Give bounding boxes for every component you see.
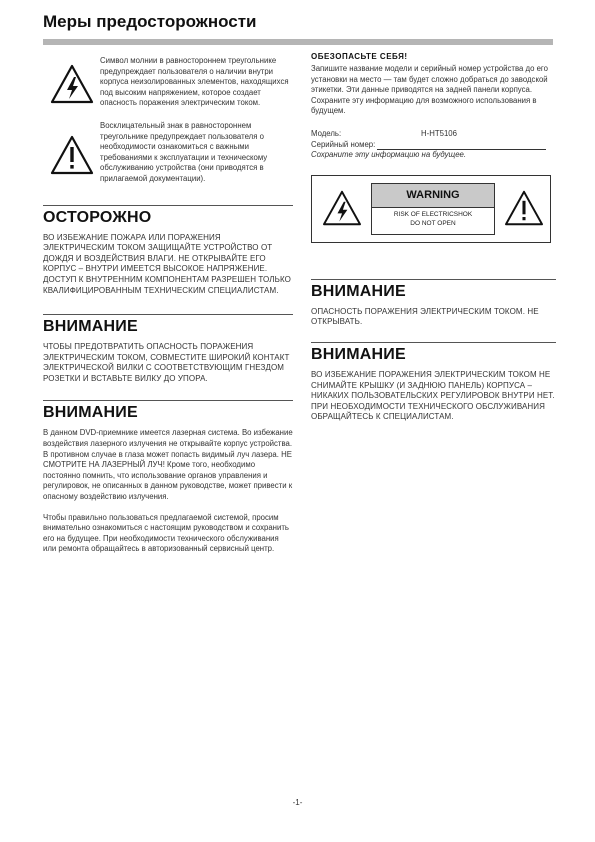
serial-line — [311, 140, 556, 151]
warning-label-inner — [371, 183, 495, 235]
model-line — [311, 129, 556, 140]
lightning-symbol-text: Символ молнии в равностороннем треугольнике предупреждает пользователя о наличии внутри корпуса неизолированных элементов, находящихся под высоким напряжением, которое создает опасность поражения электрическим током. — [100, 56, 289, 108]
protect-heading: ОБЕЗОПАСЬТЕ СЕБЯ! — [311, 52, 408, 61]
attention-section-4 — [311, 342, 556, 423]
protect-section — [311, 52, 556, 161]
caution-section — [43, 205, 293, 297]
warning-label-line1: RISK OF ELECTRICSHOK — [393, 210, 473, 218]
title-bar — [43, 39, 553, 45]
attention-section-2 — [43, 400, 293, 555]
serial-label: Серийный номер: — [311, 139, 376, 149]
attention-text-1: ЧТОБЫ ПРЕДОТВРАТИТЬ ОПАСНОСТЬ ПОРАЖЕНИЯ ЭЛЕКТРИЧЕСКИМ ТОКОМ, СОВМЕСТИТЕ ШИРОКИЙ КОНТАКТ ЭЛЕКТРИЧЕСКОЙ ВИЛКИ С СООТВЕТСТВУЮЩИМ ГНЕЗДОМ РОЗЕТКИ И ВСТАВЬТЕ ВИЛКУ ДО УПОРА. — [43, 342, 290, 383]
attention-text-4: ВО ИЗБЕЖАНИЕ ПОРАЖЕНИЯ ЭЛЕКТРИЧЕСКИМ ТОКОМ НЕ СНИМАЙТЕ КРЫШКУ (И ЗАДНЮЮ ПАНЕЛЬ) КОРПУСА – НИКАКИХ ПОЛЬЗОВАТЕЛЬСКИХ РЕГУЛИРОВОК ВНУТРИ НЕТ. ПРИ НЕОБХОДИМОСТИ ТЕХНИЧЕСКОГО ОБСЛУЖИВАНИЯ ОБРАЩАЙТЕСЬ К СПЕЦИАЛИСТАМ. — [311, 369, 555, 422]
exclamation-symbol-text: Восклицательный знак в равностороннем треугольнике предупреждает пользователя о необходимости ознакомиться с важными требованиями к эксплуатации и техническому обслуживанию устройства (они приводятся в прилагаемой документации). — [100, 120, 268, 183]
attention-heading-2: ВНИМАНИЕ — [43, 400, 293, 422]
caution-text: ВО ИЗБЕЖАНИЕ ПОЖАРА ИЛИ ПОРАЖЕНИЯ ЭЛЕКТРИЧЕСКИМ ТОКОМ ЗАЩИЩАЙТЕ УСТРОЙСТВО ОТ ДОЖДЯ И ВОЗДЕЙСТВИЯ ВЛАГИ. НЕ ОТКРЫВАЙТЕ ЕГО КОРПУС – ВНУТРИ ИМЕЕТСЯ ВЫСОКОЕ НАПРЯЖЕНИЕ. ДОСТУП К ВНУТРЕННИМ КОМПОНЕНТАМ РАЗРЕШЕН ТОЛЬКО КВАЛИФИЦИРОВАННЫМ ТЕХНИЧЕСКИМ СПЕЦИАЛИСТАМ. — [43, 232, 291, 295]
warning-label-line2: DO NOT OPEN — [410, 219, 456, 227]
protect-text: Запишите название модели и серийный номер устройства до его установки на место — там будет сложно добраться до заводской этикетки. Эти данные приводятся на задней панели корпуса. Сохраните эту информацию для возможного использования в будущем. — [311, 64, 548, 116]
left-column — [43, 52, 293, 555]
attention-heading-4: ВНИМАНИЕ — [311, 342, 556, 364]
attention-section-3 — [311, 279, 556, 328]
caution-heading: ОСТОРОЖНО — [43, 205, 293, 227]
attention-text-3: ОПАСНОСТЬ ПОРАЖЕНИЯ ЭЛЕКТРИЧЕСКИМ ТОКОМ. НЕ ОТКРЫВАТЬ. — [311, 306, 539, 327]
model-label: Модель: — [311, 128, 342, 138]
exclamation-triangle-icon — [504, 190, 544, 226]
lightning-symbol-block — [43, 56, 293, 109]
exclamation-symbol-block — [43, 121, 293, 185]
attention-heading-3: ВНИМАНИЕ — [311, 279, 556, 301]
attention-heading-1: ВНИМАНИЕ — [43, 314, 293, 336]
lightning-triangle-icon — [43, 56, 98, 104]
serial-number-blank — [377, 140, 546, 151]
service-advice-text: Чтобы правильно пользоваться предлагаемой системой, просим внимательно ознакомиться с настоящим руководством и сохранить его на будущее. При необходимости технического обслуживания или ремонта обращайтесь в авторизованный сервисный центр. — [43, 512, 289, 554]
exclamation-triangle-icon — [43, 121, 98, 175]
page-title: Меры предосторожности — [43, 12, 257, 31]
page-number: -1- — [292, 798, 303, 807]
warning-label-box — [311, 175, 551, 243]
model-value: H-HT5106 — [421, 128, 457, 138]
save-info-note: Сохраните эту информацию на будущее. — [311, 150, 467, 160]
right-column — [311, 52, 556, 423]
warning-label-title: WARNING — [372, 184, 494, 208]
attention-section-1 — [43, 314, 293, 384]
lightning-triangle-icon — [322, 190, 362, 226]
laser-warning-text: В данном DVD-приемнике имеется лазерная система. Во избежание воздействия лазерного излучения не открывайте корпус устройства. В противном случае в глаза может попасть видимый луч лазера. НЕ СМОТРИТЕ НА ЛАЗЕРНЫЙ ЛУЧ! Кроме того, необходимо постоянно помнить, что использование органов управления и регулировок, не описанных в данном руководстве, может привести к опасному воздействию излучения. — [43, 428, 293, 502]
